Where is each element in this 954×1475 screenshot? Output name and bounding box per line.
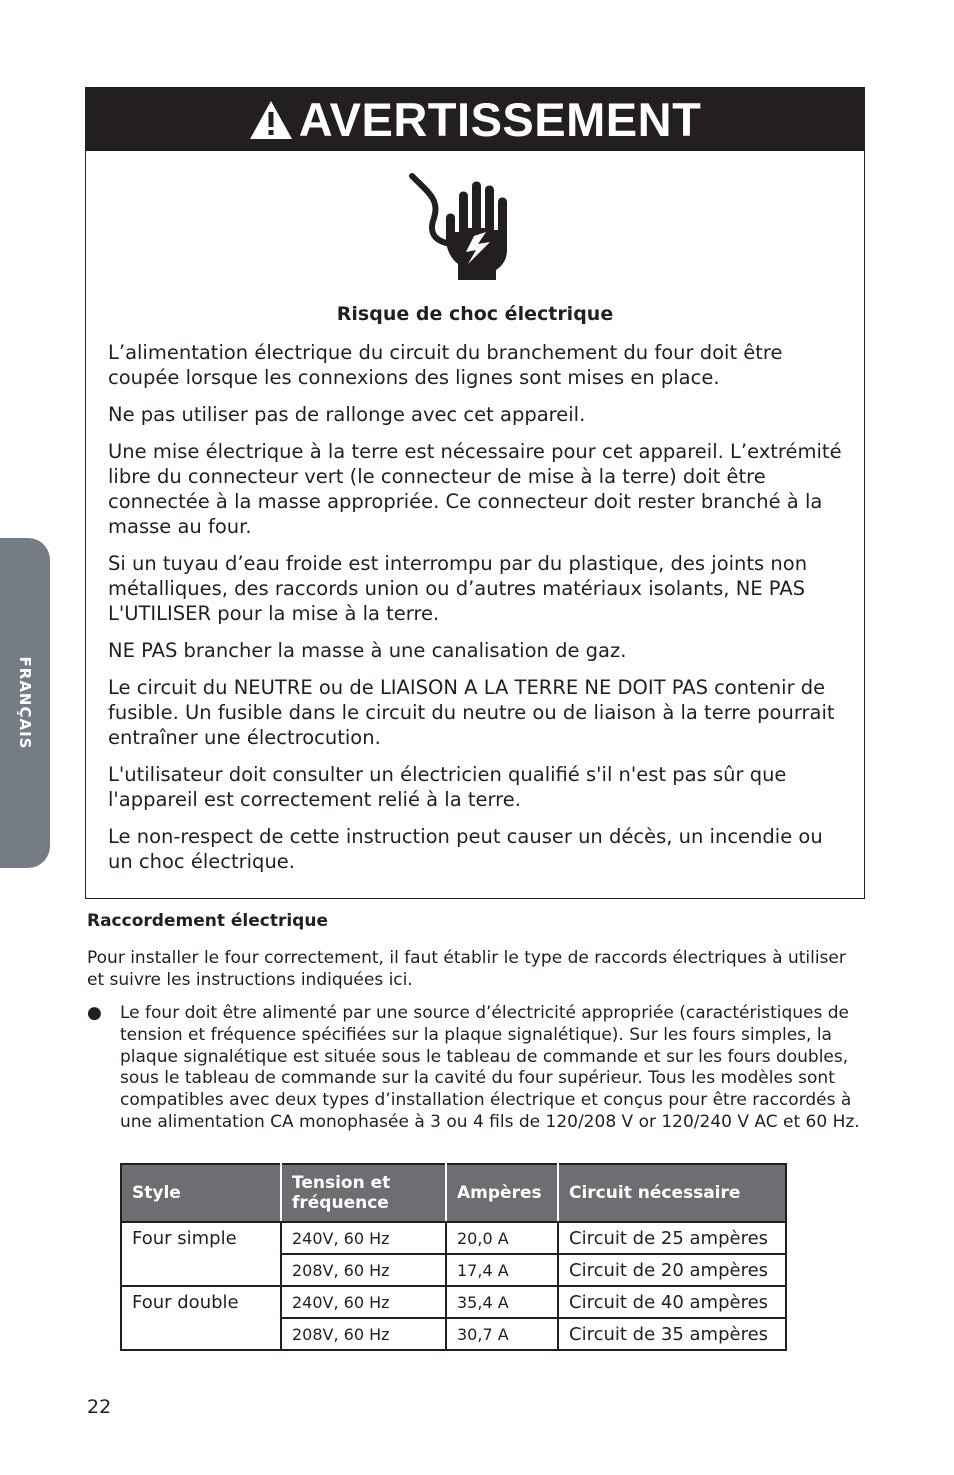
warning-header: [86, 88, 864, 151]
amps-cell: 20,0 A: [446, 1222, 558, 1254]
warning-box: [85, 87, 865, 899]
warning-body: [108, 340, 848, 886]
warning-paragraph: L’alimentation électrique du circuit du branchement du four doit être coupée lorsque les connexions des lignes sont mises en place.: [108, 341, 783, 389]
circuit-cell: Circuit de 35 ampères: [558, 1318, 786, 1350]
language-tab-label: FRANÇAIS: [16, 656, 34, 750]
table-row: [121, 1286, 786, 1318]
warning-paragraph: Ne pas utiliser pas de rallonge avec cet appareil.: [108, 403, 586, 426]
amps-cell: 35,4 A: [446, 1286, 558, 1318]
electrical-shock-hand-icon: [406, 172, 516, 284]
table-header-row: [121, 1164, 786, 1222]
warning-triangle-icon: [249, 100, 293, 140]
circuit-cell: Circuit de 40 ampères: [558, 1286, 786, 1318]
amps-cell: 17,4 A: [446, 1254, 558, 1286]
warning-paragraph: L'utilisateur doit consulter un électricien qualifié s'il n'est pas sûr que l'appareil est correctement relié à la terre.: [108, 763, 787, 811]
voltage-cell: 240V, 60 Hz: [281, 1286, 446, 1318]
column-header-voltage: Tension et fréquence: [281, 1164, 446, 1222]
warning-paragraph: Si un tuyau d’eau froide est interrompu par du plastique, des joints non métalliques, des raccords union ou d’autres matériaux isolants, NE PAS L'UTILISER pour la mise à la terre.: [108, 552, 808, 625]
style-cell: Four simple: [121, 1222, 281, 1286]
warning-paragraph: Le circuit du NEUTRE ou de LIAISON A LA TERRE NE DOIT PAS contenir de fusible. Un fusible dans le circuit du neutre ou de liaison à la terre pourrait entraîner une électrocution.: [108, 676, 835, 749]
amps-cell: 30,7 A: [446, 1318, 558, 1350]
voltage-cell: 208V, 60 Hz: [281, 1318, 446, 1350]
table-row: [121, 1222, 786, 1254]
warning-paragraph: Une mise électrique à la terre est nécessaire pour cet appareil. L’extrémité libre du connecteur vert (le connecteur de mise à la terre) doit être connectée à la masse appropriée. Ce connecteur doit rester branché à la masse au four.: [108, 440, 842, 538]
voltage-cell: 240V, 60 Hz: [281, 1222, 446, 1254]
circuit-cell: Circuit de 20 ampères: [558, 1254, 786, 1286]
section-title: Raccordement électrique: [87, 911, 328, 931]
electrical-specs-table: [120, 1163, 787, 1351]
warning-paragraph: Le non-respect de cette instruction peut causer un décès, un incendie ou un choc électrique.: [108, 825, 823, 873]
risk-title: Risque de choc électrique: [336, 303, 614, 325]
voltage-cell: 208V, 60 Hz: [281, 1254, 446, 1286]
circuit-cell: Circuit de 25 ampères: [558, 1222, 786, 1254]
page-number: 22: [87, 1396, 112, 1418]
warning-paragraph: NE PAS brancher la masse à une canalisation de gaz.: [108, 639, 627, 662]
bullet-text: Le four doit être alimenté par une source d’électricité appropriée (caractéristiques de tension et fréquence spécifiées sur la plaque signalétique). Sur les fours simples, la plaque signalétique est située sous le tableau de commande et sur les fours doubles, sous le tableau de commande sur la cavité du four supérieur. Tous les modèles sont compatibles avec deux types d’installation électrique et conçus pour être raccordés à une alimentation CA monophasée à 3 ou 4 fils de 120/208 V or 120/240 V AC et 60 Hz.: [120, 1003, 860, 1132]
column-header-amps: Ampères: [446, 1164, 558, 1222]
column-header-circuit: Circuit nécessaire: [558, 1164, 786, 1222]
section-intro: Pour installer le four correctement, il faut établir le type de raccords électriques à utiliser et suivre les instructions indiquées ici.: [87, 948, 846, 990]
language-tab: [0, 538, 50, 868]
column-header-style: Style: [121, 1164, 281, 1222]
bullet-item: [87, 1003, 867, 1134]
bullet-marker: ●: [87, 1003, 102, 1023]
style-cell: Four double: [121, 1286, 281, 1350]
warning-title: AVERTISSEMENT: [298, 93, 702, 146]
